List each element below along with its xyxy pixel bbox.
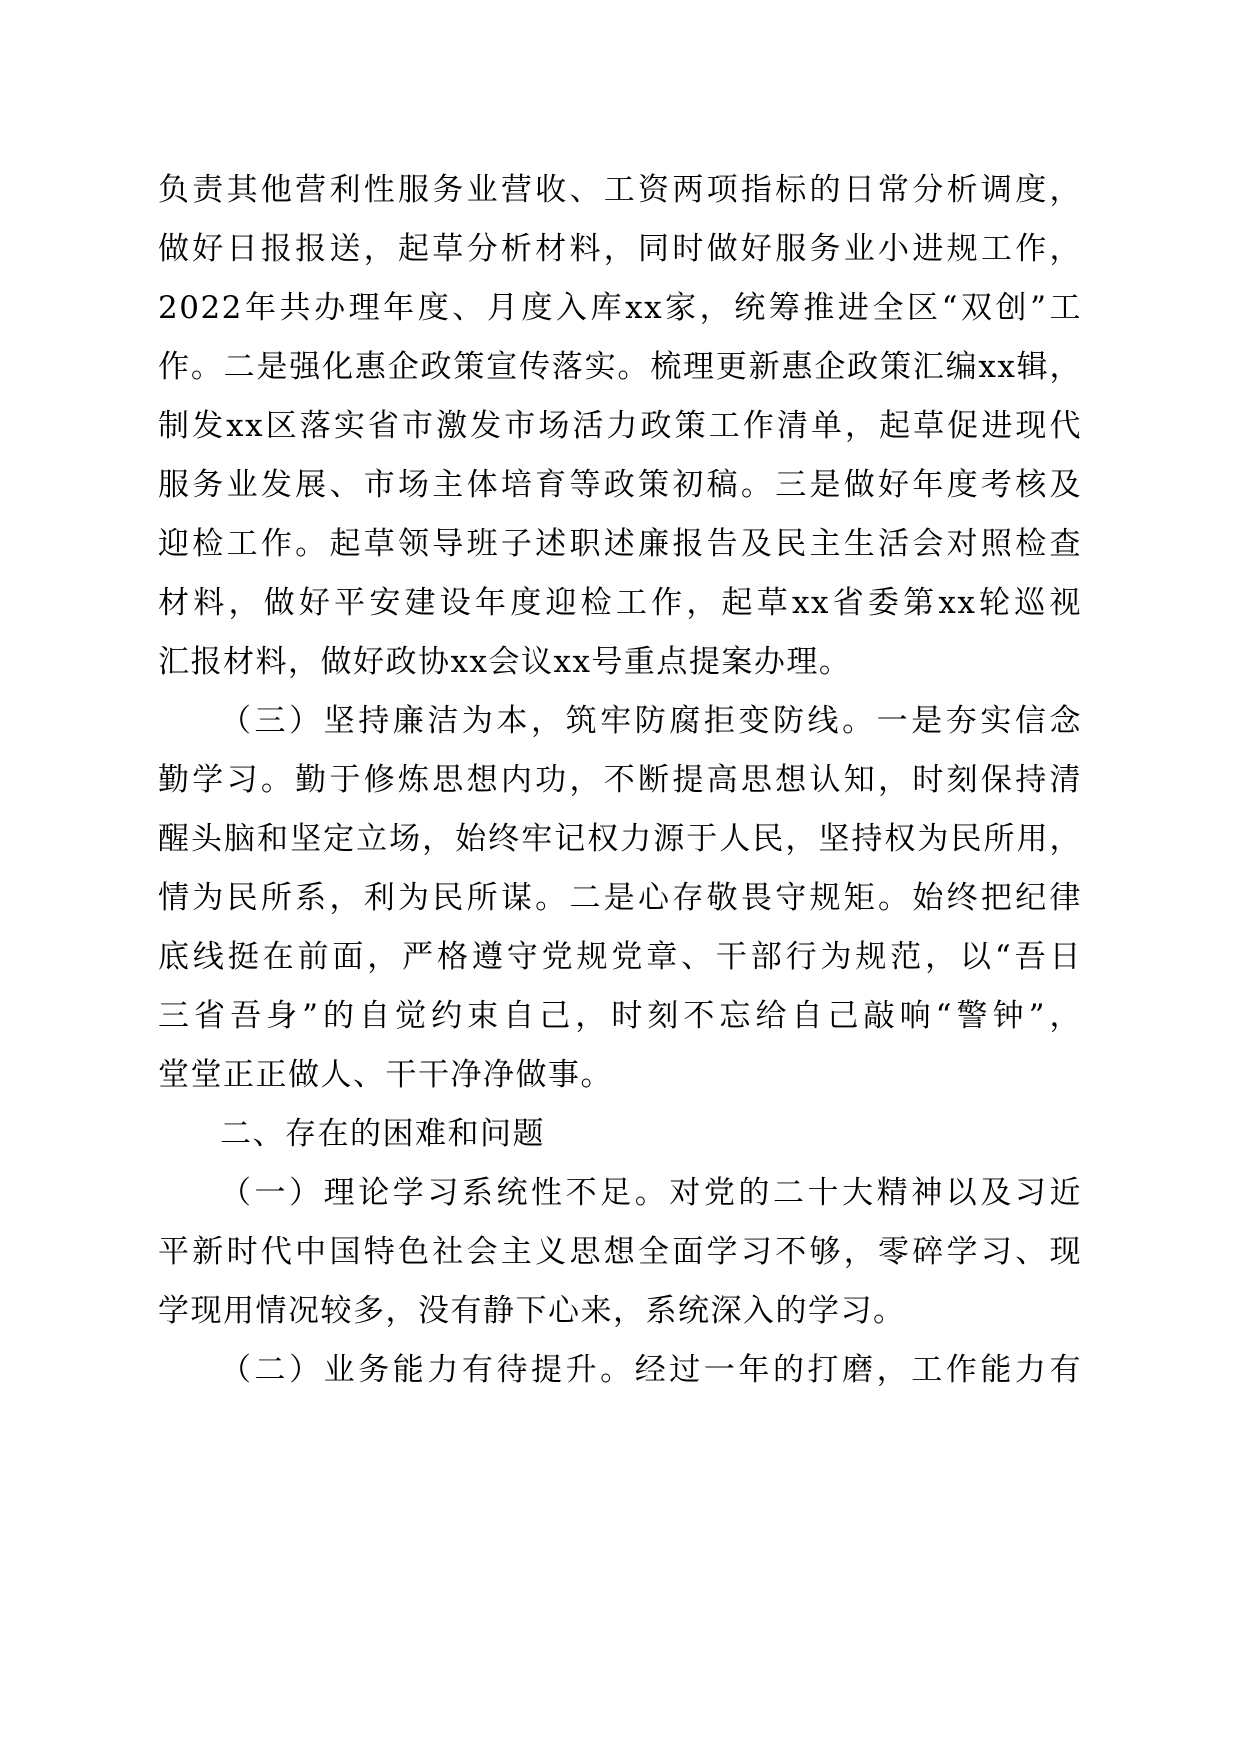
paragraph-first-line: （三）坚持廉洁为本，筑牢防腐拒变防线。一是夯实信念 xyxy=(220,703,1082,739)
text-line: 材料，做好平安建设年度迎检工作，起草xx省委第xx轮巡视 xyxy=(158,585,1082,621)
text-line: 做好日报报送，起草分析材料，同时做好服务业小进规工作， xyxy=(158,231,1082,267)
text-line: 学现用情况较多，没有静下心来，系统深入的学习。 xyxy=(158,1293,906,1329)
text-line: 醒头脑和坚定立场，始终牢记权力源于人民，坚持权为民所用， xyxy=(158,821,1082,857)
text-line: 堂堂正正做人、干干净净做事。 xyxy=(158,1057,613,1093)
text-line: 勤学习。勤于修炼思想内功，不断提高思想认知，时刻保持清 xyxy=(158,762,1082,798)
text-line: 2022年共办理年度、月度入库xx家，统筹推进全区“双创”工 xyxy=(158,290,1082,326)
text-line: 底线挺在前面，严格遵守党规党章、干部行为规范，以“吾日 xyxy=(158,939,1082,975)
text-line: 汇报材料，做好政协xx会议xx号重点提案办理。 xyxy=(158,644,852,680)
section-heading: 二、存在的困难和问题 xyxy=(220,1116,545,1152)
text-line: 三省吾身”的自觉约束自己，时刻不忘给自己敲响“警钟”， xyxy=(158,998,1082,1034)
text-line: 制发xx区落实省市激发市场活力政策工作清单，起草促进现代 xyxy=(158,408,1082,444)
text-line: 情为民所系，利为民所谋。二是心存敬畏守规矩。始终把纪律 xyxy=(158,880,1082,916)
paragraph-first-line: （一）理论学习系统性不足。对党的二十大精神以及习近 xyxy=(220,1175,1082,1211)
text-line: 服务业发展、市场主体培育等政策初稿。三是做好年度考核及 xyxy=(158,467,1082,503)
paragraph-first-line: （二）业务能力有待提升。经过一年的打磨，工作能力有 xyxy=(220,1352,1082,1388)
text-line: 作。二是强化惠企政策宣传落实。梳理更新惠企政策汇编xx辑， xyxy=(158,349,1082,385)
text-line: 负责其他营利性服务业营收、工资两项指标的日常分析调度， xyxy=(158,172,1082,208)
text-line: 平新时代中国特色社会主义思想全面学习不够，零碎学习、现 xyxy=(158,1234,1082,1270)
text-line: 迎检工作。起草领导班子述职述廉报告及民主生活会对照检查 xyxy=(158,526,1082,562)
